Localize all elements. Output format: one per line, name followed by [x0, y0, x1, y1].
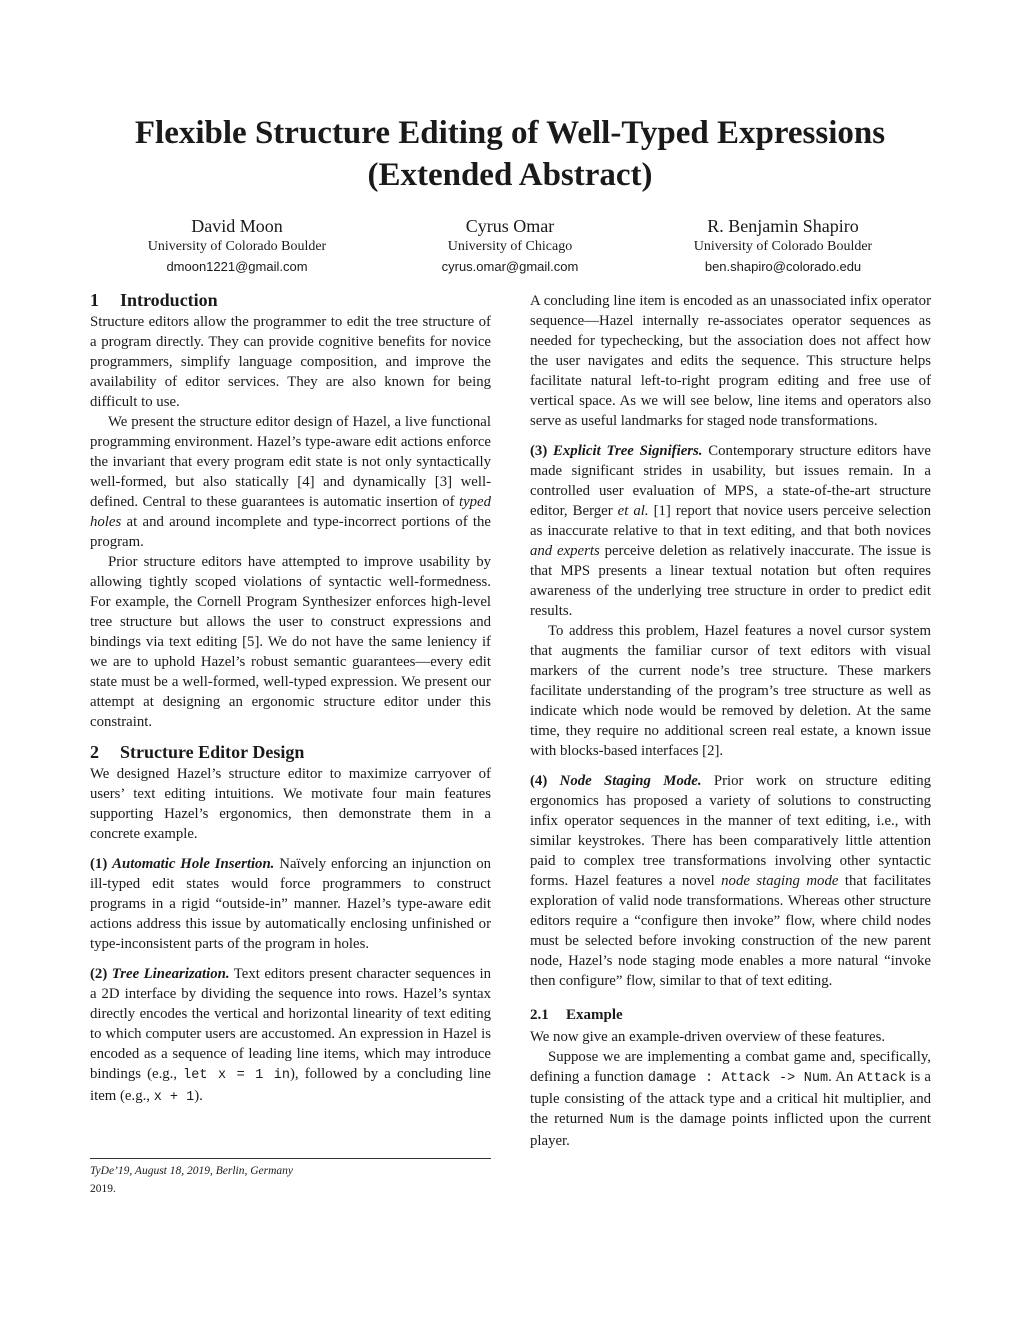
feature-3-paragraph-2: To address this problem, Hazel features a novel cursor system that augments the familiar cursor of text editors with visual markers of the current node’s tree structure. These markers facilitate understanding of the program’s tree structure as well as indicate which node would be removed by deletion. At the same time, they require no additional screen real estate, a known issue with blocks-based interfaces [2].	[530, 623, 931, 759]
author-affiliation: University of Chicago	[447, 239, 573, 254]
section-heading-introduction	[90, 288, 491, 312]
code-let-binding: let x = 1 in	[183, 1068, 290, 1083]
example-paragraph-1: We now give an example-driven overview of these features.	[530, 1029, 886, 1045]
section-title: Structure Editor Design	[120, 742, 305, 762]
emphasis-typed-holes: typed holes	[90, 494, 491, 530]
emphasis-node-staging-mode: node staging mode	[721, 873, 839, 889]
right-column	[530, 291, 931, 1151]
feature-3-paragraph	[530, 441, 931, 621]
feature-number: (2)	[90, 966, 108, 982]
text-run: is the damage points inflicted upon the current player.	[530, 1111, 931, 1149]
text-run: perceive deletion as relatively inaccurate. The issue is that MPS presents a linear textual notation but often requires awareness of the underlying tree structure in order to predict edit results.	[530, 543, 931, 619]
text-run: at and around incomplete and type-incorrect portions of the program.	[90, 514, 491, 550]
footnote-venue: TyDe’19, August 18, 2019, Berlin, Germany	[90, 1165, 294, 1177]
feature-2-continuation: A concluding line item is encoded as an unassociated infix operator sequence—Hazel internally re-associates operator sequences as needed for typechecking, but the association does not affect how the user navigates and edits the sequence. This structure helps facilitate natural left-to-right program editing and free use of vertical space. As we will see below, line items and operators also serve as useful landmarks for staged node transformations.	[530, 293, 931, 429]
title-line-2: (Extended Abstract)	[367, 157, 653, 193]
feature-1-paragraph	[90, 854, 491, 954]
feature-heading	[530, 443, 703, 459]
text-run: Naïvely enforcing an injunction on ill-typed edit states would force programmers to construct programs in a rigid “outside-in” manner. Hazel’s type-aware edit actions address this issue by automatically enclosing unfinished or type-inconsistent parts of the program in holes.	[90, 856, 491, 952]
text-run: . An	[828, 1069, 858, 1085]
paper-title	[0, 112, 1020, 196]
feature-title: Node Staging Mode.	[559, 773, 702, 789]
title-line-1: Flexible Structure Editing of Well-Typed Expressions	[134, 115, 886, 151]
subsection-heading-example	[530, 1005, 931, 1025]
intro-paragraph-2	[90, 412, 491, 552]
text-run: Prior work on structure editing ergonomics has proposed a variety of solutions to constructing infix operator sequences in the manner of text editing, i.e., with similar keystrokes. There has been comparatively little attention paid to complex tree transformations involving other syntactic forms. Hazel features a novel	[530, 773, 931, 889]
left-column	[90, 288, 491, 1108]
author-block	[653, 215, 913, 277]
feature-number: (4)	[530, 773, 548, 789]
footnote-year: 2019.	[90, 1183, 116, 1195]
feature-title: Automatic Hole Insertion.	[112, 856, 275, 872]
subsection-number: 2.1	[530, 1007, 549, 1023]
footnote-rule	[90, 1158, 491, 1159]
text-run: [1] report that novice users perceive selection as inaccurate relative to that in text editing, and that both novices	[530, 503, 931, 539]
code-num-type: Num	[609, 1113, 634, 1128]
example-paragraph-2	[530, 1047, 931, 1151]
author-name: Cyrus Omar	[465, 216, 555, 236]
text-run: We present the structure editor design of Hazel, a live functional programming environment. Hazel’s type-aware edit actions enforce the invariant that every program edit state is not only syntactically well-formed, but also statically [4] and dynamically [3] well-defined. Central to these guarantees is automatic insertion of	[90, 414, 491, 510]
feature-number: (1)	[90, 856, 108, 872]
code-damage-signature: damage : Attack -> Num	[647, 1071, 829, 1086]
intro-paragraph-3: Prior structure editors have attempted to improve usability by allowing tightly scoped violations of syntactic well-formedness. For example, the Cornell Program Synthesizer enforces high-level tree structure but allows the user to construct expressions and bindings via text editing [5]. We do not have the same leniency if we are to uphold Hazel’s robust semantic guarantees—every edit state must be a well-formed, well-typed expression. We present our attempt at designing an ergonomic structure editor under this constraint.	[90, 554, 491, 730]
emphasis-and-experts: and experts	[530, 543, 600, 559]
feature-heading	[90, 856, 274, 872]
section-number: 2	[90, 742, 99, 762]
author-name: R. Benjamin Shapiro	[707, 216, 859, 236]
code-attack-type: Attack	[857, 1071, 907, 1086]
feature-number: (3)	[530, 443, 548, 459]
text-run: that facilitates exploration of valid node transformations. Whereas other structure editors require a “configure then invoke” flow, where child nodes must be selected before invoking construction of the new parent node, Hazel’s node staging mode enables a more natural “invoke then configure” flow, similar to that of text editing.	[530, 873, 931, 989]
subsection-title: Example	[566, 1007, 623, 1023]
author-block	[107, 215, 367, 277]
text-run: is a tuple consisting of the attack type and a critical hit multiplier, and the returned	[530, 1069, 931, 1127]
author-affiliation: University of Colorado Boulder	[693, 239, 873, 254]
text-run: Contemporary structure editors have made significant strides in usability, but issues remain. In a controlled user evaluation of MPS, a state-of-the-art structure editor, Berger	[530, 443, 931, 519]
section-number: 1	[90, 290, 99, 310]
author-email[interactable]: cyrus.omar@gmail.com	[441, 259, 579, 274]
feature-title: Explicit Tree Signifiers.	[553, 443, 703, 459]
intro-paragraph-1: Structure editors allow the programmer to edit the tree structure of a program directly. They can provide cognitive benefits for novice programmers, simplify language composition, and improve the availability of editor services. They are also known for being difficult to use.	[90, 314, 491, 410]
feature-heading	[530, 773, 702, 789]
feature-title: Tree Linearization.	[111, 966, 230, 982]
author-name: David Moon	[191, 216, 283, 236]
author-block	[380, 215, 640, 277]
feature-heading	[90, 966, 230, 982]
section-title: Introduction	[120, 290, 218, 310]
emphasis-et-al: et al.	[617, 503, 649, 519]
footnote	[90, 1162, 491, 1198]
design-intro-paragraph: We designed Hazel’s structure editor to maximize carryover of users’ text editing intuitions. We motivate four main features supporting Hazel’s ergonomics, then demonstrate them in a concrete example.	[90, 766, 491, 842]
code-concluding-item: x + 1	[153, 1090, 195, 1105]
text-run: Suppose we are implementing a combat game and, specifically, defining a function	[530, 1049, 931, 1085]
author-email[interactable]: ben.shapiro@colorado.edu	[704, 259, 862, 274]
feature-4-paragraph	[530, 771, 931, 991]
feature-2-paragraph	[90, 964, 491, 1108]
text-run: Text editors present character sequences in a 2D interface by dividing the sequence into rows. Hazel’s syntax directly encodes the vertical and horizontal linearity of text editing to which computer users are accustomed. An expression in Hazel is encoded as a sequence of leading line items, which may introduce bindings (e.g.,	[90, 966, 491, 1082]
text-run: ), followed by a concluding line item (e.g.,	[90, 1066, 491, 1104]
author-email[interactable]: dmoon1221@gmail.com	[166, 259, 308, 274]
text-run: ).	[194, 1088, 203, 1104]
section-heading-structure-editor-design	[90, 740, 491, 764]
author-affiliation: University of Colorado Boulder	[147, 239, 327, 254]
